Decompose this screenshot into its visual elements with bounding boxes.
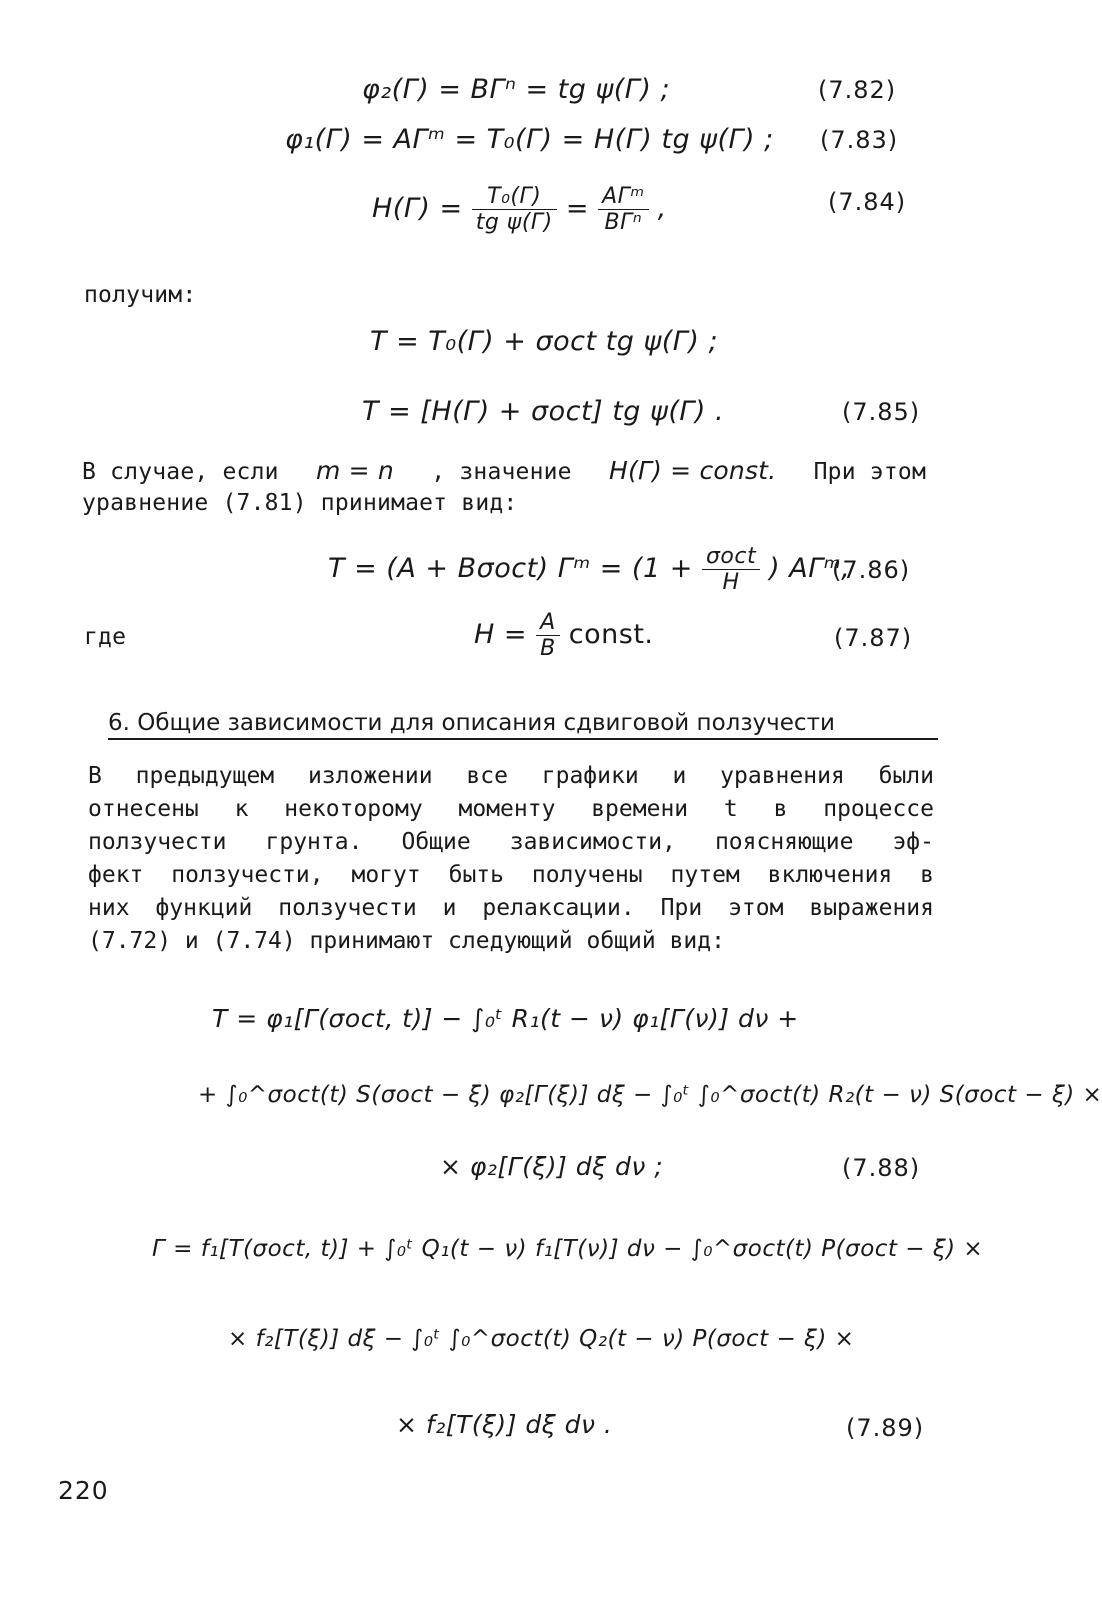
text-case-line-1: В случае, если m = n , значение H(Γ) = const. При этом xyxy=(82,456,926,485)
equation-number-7-83: (7.83) xyxy=(820,126,899,154)
equation-7-85: T = [H(Γ) + σoct] tg ψ(Γ) . xyxy=(362,396,725,427)
text-gde: где xyxy=(84,624,127,650)
equation-7-89-line-3: × f₂[T(ξ)] dξ dν . xyxy=(396,1410,613,1439)
equation-number-7-85: (7.85) xyxy=(842,398,921,426)
equation-7-89-line-1: Γ = f₁[T(σoct, t)] + ∫₀ᵗ Q₁(t − ν) f₁[T(ν)] dν − ∫₀^σoct(t) P(σoct − ξ) × xyxy=(152,1236,984,1262)
fraction-t0-over-tg: $\frac{\text{T₀(Γ)}}{\text{tg ψ(Γ)}}$ xyxy=(472,184,557,235)
equation-7-88-line-3: × φ₂[Γ(ξ)] dξ dν ; xyxy=(440,1152,664,1181)
equation-number-7-86: (7.86) xyxy=(832,556,911,584)
paragraph-line: ползучести грунта. Общие зависимости, поясняющие эф- xyxy=(88,829,934,855)
fraction-a-over-b: $\frac{\text{AΓᵐ}}{\text{BΓⁿ}}$ xyxy=(598,184,649,235)
paragraph-line: В предыдущем изложении все графики и уравнения были xyxy=(88,763,934,789)
equation-unnumbered: T = T₀(Γ) + σoct tg ψ(Γ) ; xyxy=(370,326,719,357)
text-case-line-2: уравнение (7.81) принимает вид: xyxy=(82,490,518,516)
equation-7-84: H(Γ) = $\frac{\text{T₀(Γ)}}{\text{tg ψ(Γ)}}$ = $\frac{\text{AΓᵐ}}{\text{BΓⁿ}}$ , xyxy=(372,184,667,235)
equation-7-82: φ₂(Γ) = BΓⁿ = tg ψ(Γ) ; xyxy=(362,74,671,105)
equation-7-88-line-2: + ∫₀^σoct(t) S(σoct − ξ) φ₂[Γ(ξ)] dξ − ∫₀ᵗ ∫₀^σoct(t) R₂(t − ν) S(σoct − ξ) × xyxy=(198,1082,1102,1108)
paragraph-line: отнесены к некоторому моменту времени t в процессе xyxy=(88,796,934,822)
equation-number-7-84: (7.84) xyxy=(828,188,907,216)
equation-7-88-line-1: T = φ₁[Γ(σoct, t)] − ∫₀ᵗ R₁(t − ν) φ₁[Γ(ν)] dν + xyxy=(212,1004,799,1033)
paragraph-line: фект ползучести, могут быть получены путем включения в xyxy=(88,862,934,888)
page-number: 220 xyxy=(58,1476,109,1505)
equation-7-89-line-2: × f₂[T(ξ)] dξ − ∫₀ᵗ ∫₀^σoct(t) Q₂(t − ν) P(σoct − ξ) × xyxy=(228,1326,855,1352)
body-paragraph xyxy=(88,760,934,958)
text-poluchim: получим: xyxy=(84,282,197,308)
section-heading: 6. Общие зависимости для описания сдвиговой ползучести xyxy=(108,710,938,740)
paragraph-line: них функций ползучести и релаксации. При этом выражения xyxy=(88,895,934,921)
equation-7-86: T = (A + Bσoct) Γᵐ = (1 + $\frac{\text{σoct}}{H}$ ) AΓᵐ, xyxy=(328,544,851,595)
equation-7-87: H = $\frac{A}{B}$ const. xyxy=(474,610,654,661)
equation-number-7-87: (7.87) xyxy=(834,624,913,652)
equation-number-7-82: (7.82) xyxy=(818,76,897,104)
paragraph-line: (7.72) и (7.74) принимают следующий общий вид: xyxy=(88,928,725,954)
equation-7-83: φ₁(Γ) = AΓᵐ = T₀(Γ) = H(Γ) tg ψ(Γ) ; xyxy=(285,124,774,155)
fraction-a-over-b-const: $\frac{A}{B}$ xyxy=(536,610,560,661)
equation-number-7-88: (7.88) xyxy=(842,1154,921,1182)
equation-number-7-89: (7.89) xyxy=(846,1414,925,1442)
fraction-sigma-over-h: $\frac{\text{σoct}}{H}$ xyxy=(702,544,760,595)
